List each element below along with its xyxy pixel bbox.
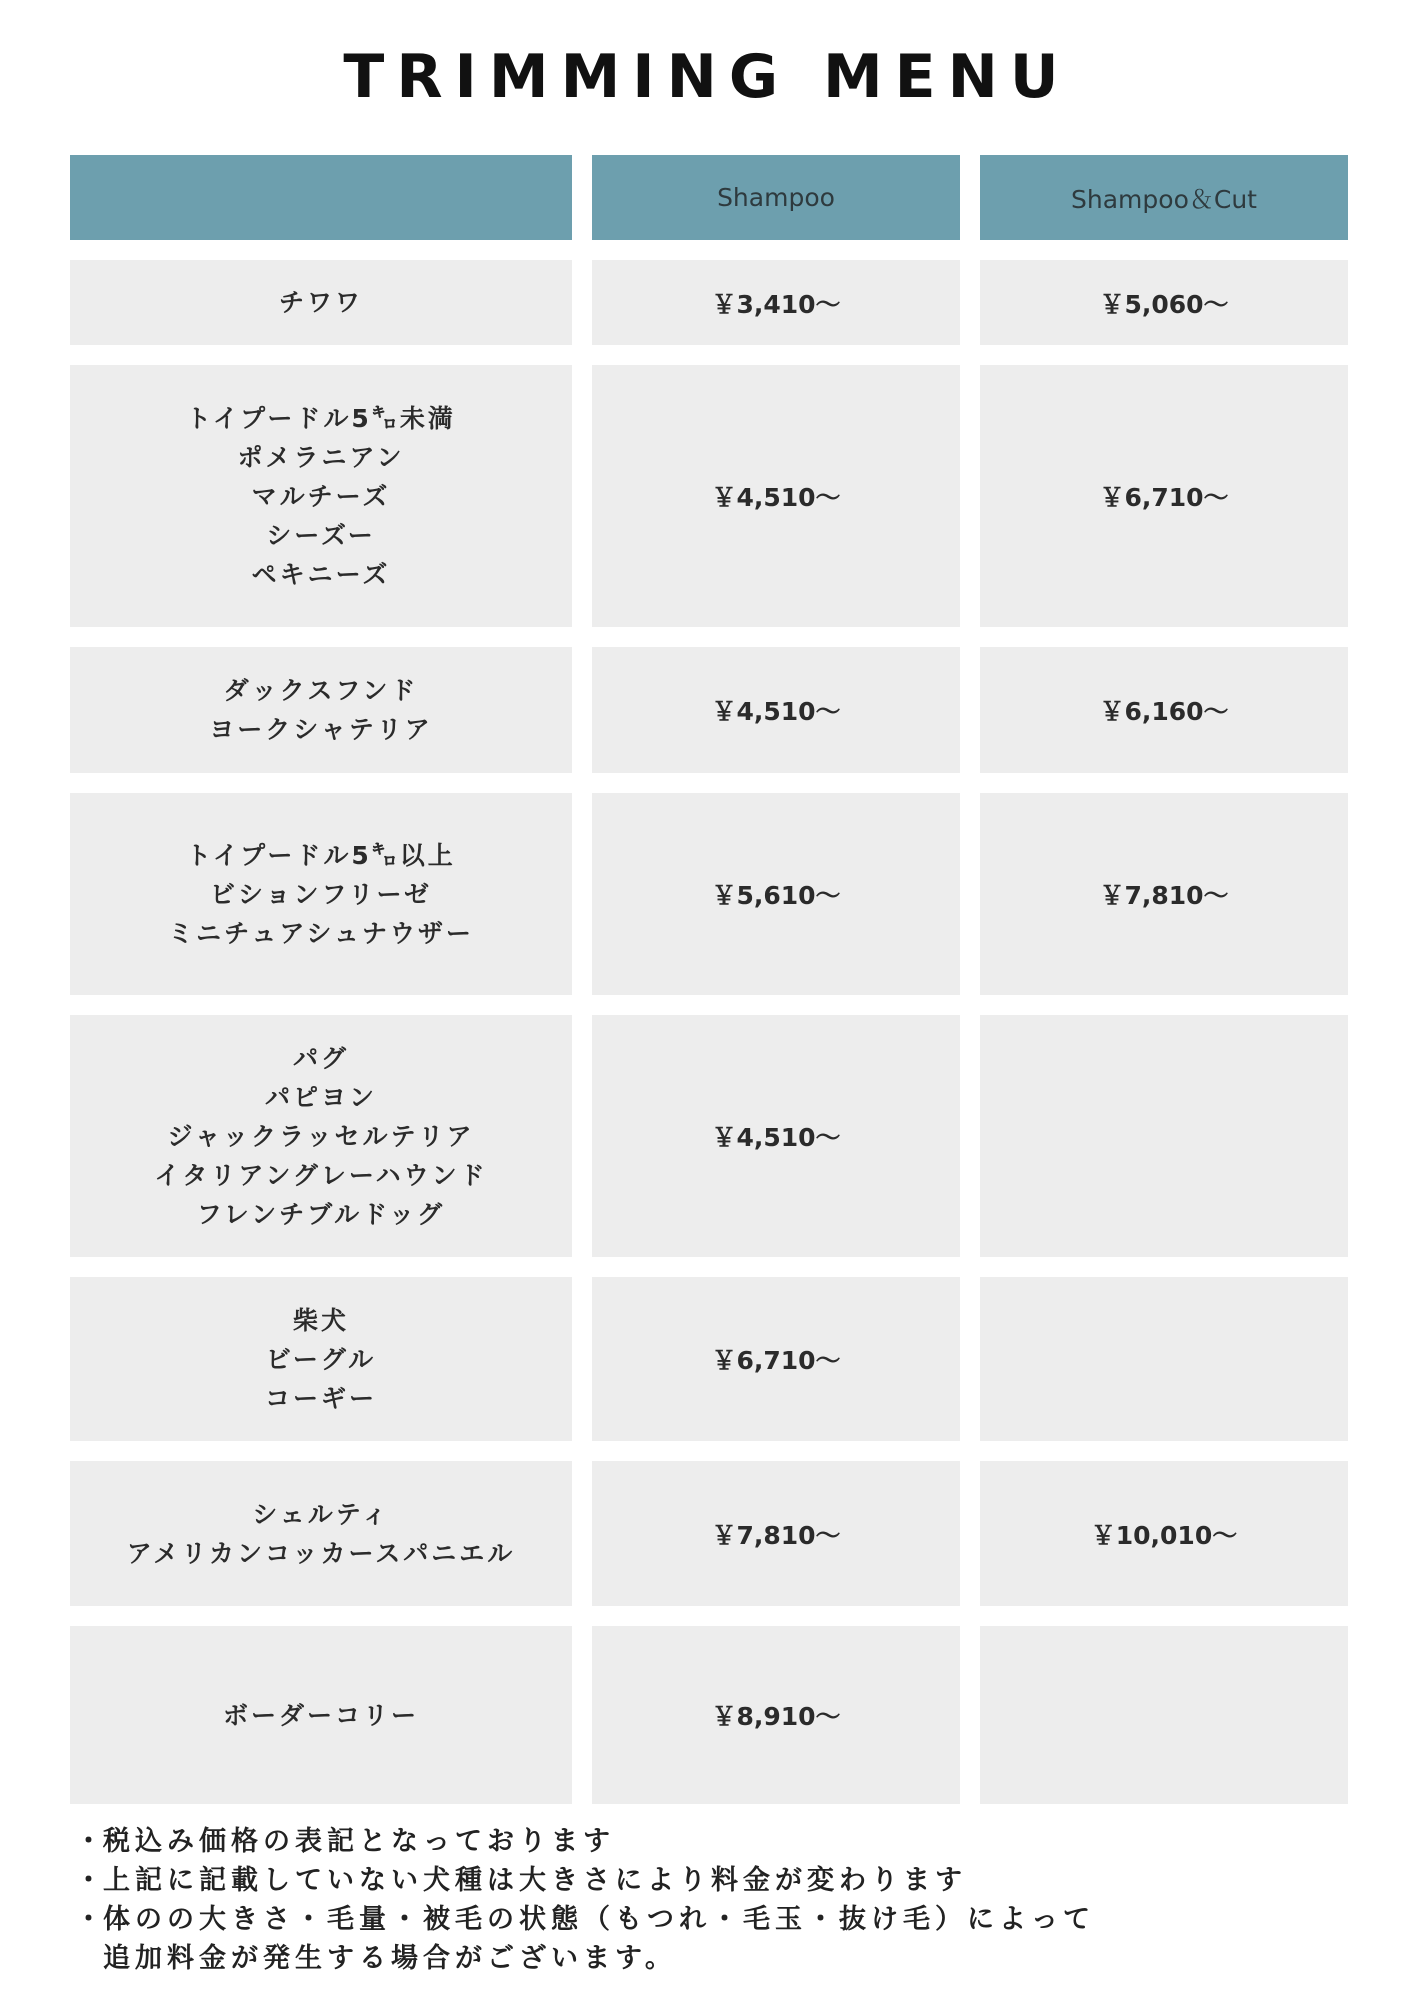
- header-breed: [70, 155, 572, 240]
- breed-name: チワワ: [278, 288, 363, 317]
- breed-name: ビーグル: [265, 1344, 377, 1374]
- breed-name: ダックスフンド: [223, 676, 419, 705]
- breed-name: ペキニーズ: [251, 559, 391, 589]
- shampoo-price: ￥3,410～: [592, 260, 960, 345]
- price-table: [70, 155, 1348, 1804]
- breed-cell: [70, 647, 572, 773]
- shampoo-price: ￥4,510～: [592, 1015, 960, 1257]
- header-shampoo: Shampoo: [592, 155, 960, 240]
- breed-cell: [70, 365, 572, 627]
- shampoo-cut-price: ￥6,710～: [980, 365, 1348, 627]
- shampoo-price: ￥4,510～: [592, 365, 960, 627]
- breed-cell: [70, 793, 572, 995]
- shampoo-price: ￥4,510～: [592, 647, 960, 773]
- note-text: 税込み価格の表記となっております: [103, 1826, 615, 1857]
- breed-name: ジャックラッセルテリア: [167, 1121, 475, 1151]
- page-title: TRIMMING MENU: [343, 42, 1071, 112]
- breed-name: 柴犬: [292, 1305, 349, 1335]
- notes: [75, 1822, 1335, 1978]
- breed-cell: [70, 1277, 572, 1441]
- breed-name: トイプードル5㌔未満: [186, 403, 456, 433]
- note-text: 上記に記載していない犬種は大きさにより料金が変わります: [103, 1865, 967, 1896]
- breed-name: ヨークシャテリア: [209, 715, 433, 744]
- breed-name: シェルティ: [252, 1499, 390, 1529]
- shampoo-cut-price: [980, 1277, 1348, 1441]
- shampoo-cut-price: [980, 1015, 1348, 1257]
- shampoo-price: ￥5,610～: [592, 793, 960, 995]
- breed-name: イタリアングレーハウンド: [154, 1160, 488, 1190]
- note-continuation: 追加料金が発生する場合がございます。: [103, 1943, 677, 1974]
- breed-name: マルチーズ: [251, 481, 391, 511]
- breed-name: パピヨン: [264, 1082, 377, 1112]
- shampoo-cut-price: [980, 1626, 1348, 1804]
- note-item: [75, 1900, 1335, 1939]
- breed-name: コーギー: [264, 1383, 377, 1413]
- breed-name: シーズー: [266, 520, 376, 550]
- breed-name: パグ: [292, 1043, 349, 1073]
- breed-cell: [70, 1461, 572, 1606]
- bullet-mark: ・: [75, 1826, 107, 1857]
- note-item: [75, 1822, 1335, 1861]
- breed-cell: [70, 1015, 572, 1257]
- note-text: 体のの大きさ・毛量・被毛の状態（もつれ・毛玉・抜け毛）によって: [103, 1904, 1095, 1935]
- header-shampoo-cut: Shampoo＆Cut: [980, 155, 1348, 240]
- breed-name: トイプードル5㌔以上: [186, 840, 456, 870]
- shampoo-price: ￥7,810～: [592, 1461, 960, 1606]
- breed-cell: [70, 1626, 572, 1804]
- bullet-mark: ・: [75, 1904, 107, 1935]
- shampoo-price: ￥6,710～: [592, 1277, 960, 1441]
- shampoo-cut-price: ￥10,010～: [980, 1461, 1348, 1606]
- breed-name: ミニチュアシュナウザー: [168, 918, 474, 948]
- breed-cell: [70, 260, 572, 345]
- shampoo-cut-price: ￥6,160～: [980, 647, 1348, 773]
- bullet-mark: ・: [75, 1865, 107, 1896]
- breed-name: アメリカンコッカースパニエル: [126, 1538, 516, 1568]
- shampoo-cut-price: ￥5,060～: [980, 260, 1348, 345]
- breed-name: ポメラニアン: [237, 442, 405, 472]
- breed-name: ビションフリーゼ: [209, 879, 432, 909]
- breed-name: ボーダーコリー: [222, 1700, 419, 1730]
- shampoo-cut-price: ￥7,810～: [980, 793, 1348, 995]
- note-item: [75, 1861, 1335, 1900]
- breed-name: フレンチブルドッグ: [196, 1199, 446, 1229]
- shampoo-price: ￥8,910～: [592, 1626, 960, 1804]
